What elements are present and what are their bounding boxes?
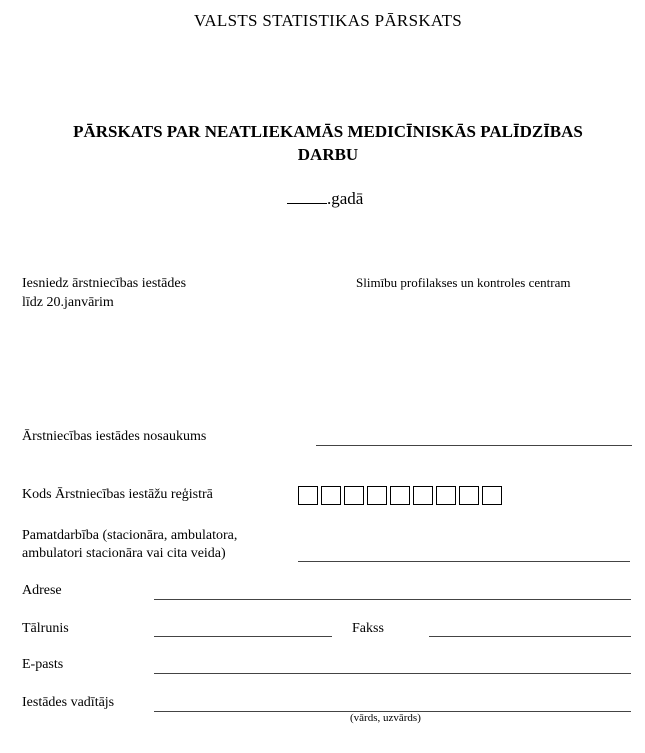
registry-code-digit-box[interactable]	[321, 486, 341, 505]
institution-name-field[interactable]	[316, 445, 632, 446]
report-type-header: VALSTS STATISTIKAS PĀRSKATS	[193, 11, 463, 30]
registry-code-digit-box[interactable]	[367, 486, 387, 505]
registry-code-label: Kods Ārstniecības iestāžu reģistrā	[22, 487, 213, 502]
report-title	[0, 120, 645, 166]
registry-code-digit-box[interactable]	[344, 486, 364, 505]
institution-name-label: Ārstniecības iestādes nosaukums	[22, 429, 207, 444]
fax-label: Fakss	[352, 621, 384, 636]
email-label: E-pasts	[22, 657, 64, 672]
year-suffix: .gadā	[327, 189, 364, 208]
email-field[interactable]	[154, 673, 631, 674]
report-title-line-1: PĀRSKATS PAR NEATLIEKAMĀS MEDICĪNISKĀS PALĪDZĪBAS	[73, 122, 583, 141]
registry-code-digit-box[interactable]	[298, 486, 318, 505]
registry-code-digit-box[interactable]	[436, 486, 456, 505]
recipient: Slimību profilakses un kontroles centram	[356, 275, 571, 290]
address-label: Adrese	[22, 583, 62, 598]
report-year	[287, 187, 363, 209]
phone-field[interactable]	[154, 636, 332, 637]
phone-label: Tālrunis	[22, 621, 69, 636]
registry-code-digit-box[interactable]	[482, 486, 502, 505]
year-blank-field[interactable]	[287, 187, 327, 204]
address-field[interactable]	[154, 599, 631, 600]
registry-code-digit-box[interactable]	[390, 486, 410, 505]
head-name-caption: (vārds, uzvārds)	[350, 712, 421, 724]
main-activity-field[interactable]	[298, 561, 630, 562]
registry-code-digit-box[interactable]	[413, 486, 433, 505]
submission-line-2: līdz 20.janvārim	[22, 295, 114, 310]
report-title-line-2: DARBU	[297, 145, 359, 164]
main-activity-label-line-1: Pamatdarbība (stacionāra, ambulatora,	[22, 528, 238, 543]
fax-field[interactable]	[429, 636, 631, 637]
submission-line-1: Iesniedz ārstniecības iestādes	[22, 276, 187, 291]
main-activity-label	[22, 527, 237, 563]
registry-code-digit-box[interactable]	[459, 486, 479, 505]
submission-instructions	[22, 274, 186, 312]
head-of-institution-label: Iestādes vadītājs	[22, 695, 115, 710]
main-activity-label-line-2: ambulatori stacionāra vai cita veida)	[22, 546, 226, 561]
